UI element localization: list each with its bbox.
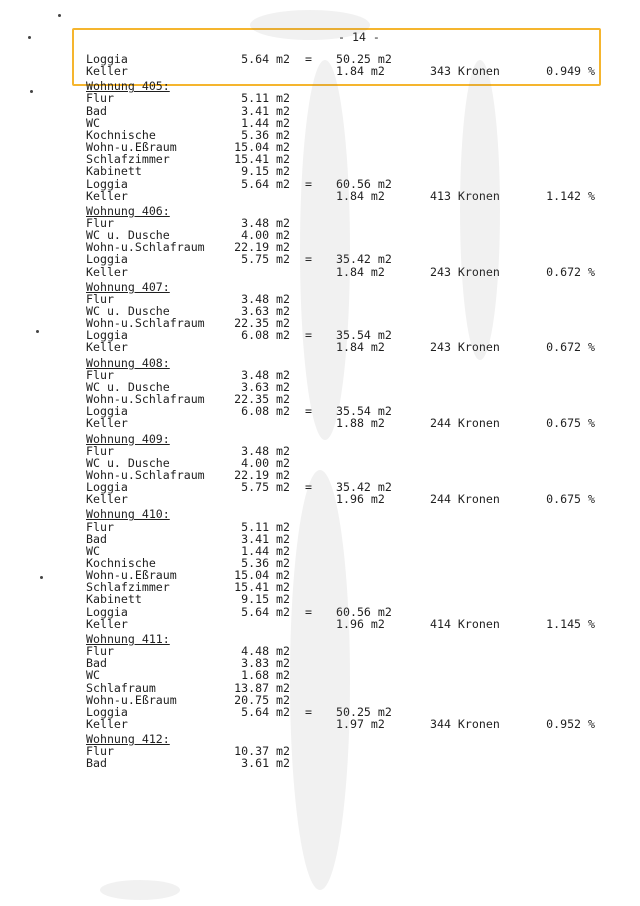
- share-kronen: 413 Kronen: [430, 188, 500, 203]
- room-name: Loggia: [86, 176, 128, 191]
- share-percent: 0.949 %: [546, 64, 595, 79]
- room-name: WC: [86, 668, 100, 683]
- total-area: 1.97 m2: [336, 716, 385, 731]
- scan-noise: [300, 60, 350, 440]
- room-name: WC: [86, 115, 100, 130]
- room-area: 1.68 m2: [241, 668, 290, 683]
- scan-speck: [58, 14, 61, 17]
- room-name: Loggia: [86, 480, 128, 495]
- scan-noise: [290, 470, 350, 890]
- apartment-heading: Wohnung 405:: [86, 79, 170, 94]
- equals-sign: =: [305, 176, 312, 191]
- room-name: Flur: [86, 744, 114, 759]
- share-kronen: 344 Kronen: [430, 716, 500, 731]
- total-area: 60.56 m2: [336, 604, 392, 619]
- page-number: - 14 -: [338, 30, 380, 44]
- room-name: Keller: [86, 716, 128, 731]
- room-area: 3.48 m2: [241, 443, 290, 458]
- share-kronen: 244 Kronen: [430, 492, 500, 507]
- room-name: Bad: [86, 531, 107, 546]
- total-area: 1.84 m2: [336, 188, 385, 203]
- room-name: WC u. Dusche: [86, 228, 170, 243]
- room-area: 3.63 m2: [241, 304, 290, 318]
- room-name: Bad: [86, 756, 107, 771]
- total-area: 1.84 m2: [336, 64, 385, 79]
- total-area: 1.88 m2: [336, 416, 385, 431]
- room-name: Loggia: [86, 52, 128, 66]
- room-name: WC: [86, 543, 100, 558]
- room-area: 15.41 m2: [234, 580, 290, 595]
- share-percent: 0.672 %: [546, 340, 595, 355]
- equals-sign: =: [305, 480, 312, 495]
- room-name: WC u. Dusche: [86, 304, 170, 318]
- room-name: Flur: [86, 519, 114, 534]
- room-name: Keller: [86, 264, 128, 279]
- room-area: 5.64 m2: [241, 604, 290, 619]
- room-name: Wohn-u.Schlafraum: [86, 392, 205, 407]
- total-area: 35.54 m2: [336, 404, 392, 419]
- room-area: 5.36 m2: [241, 127, 290, 142]
- room-name: Flur: [86, 291, 114, 306]
- scan-noise: [250, 10, 370, 40]
- room-name: Wohn-u.Schlafraum: [86, 316, 205, 331]
- room-area: 4.00 m2: [241, 228, 290, 243]
- room-area: 3.41 m2: [241, 103, 290, 118]
- share-percent: 1.142 %: [546, 188, 595, 203]
- room-area: 4.48 m2: [241, 644, 290, 659]
- apartment-heading: Wohnung 408:: [86, 355, 170, 370]
- room-area: 15.04 m2: [234, 568, 290, 583]
- room-name: Loggia: [86, 704, 128, 719]
- room-area: 5.75 m2: [241, 252, 290, 267]
- room-area: 5.36 m2: [241, 556, 290, 570]
- room-area: 5.64 m2: [241, 704, 290, 719]
- total-area: 50.25 m2: [336, 704, 392, 719]
- room-area: 5.11 m2: [241, 91, 290, 106]
- room-name: WC u. Dusche: [86, 455, 170, 470]
- scan-speck: [40, 576, 43, 579]
- room-area: 5.64 m2: [241, 52, 290, 66]
- scan-noise: [460, 60, 500, 360]
- room-area: 3.48 m2: [241, 367, 290, 382]
- room-name: Kochnische: [86, 556, 156, 570]
- room-area: 9.15 m2: [241, 592, 290, 607]
- equals-sign: =: [305, 704, 312, 719]
- equals-sign: =: [305, 404, 312, 419]
- share-kronen: 244 Kronen: [430, 416, 500, 431]
- room-name: Loggia: [86, 328, 128, 343]
- room-area: 1.44 m2: [241, 115, 290, 130]
- total-area: 35.42 m2: [336, 252, 392, 267]
- room-name: Schlafzimmer: [86, 152, 170, 167]
- room-area: 3.61 m2: [241, 756, 290, 771]
- room-name: Wohn-u.Schlafraum: [86, 240, 205, 255]
- room-area: 3.41 m2: [241, 531, 290, 546]
- room-name: Keller: [86, 188, 128, 203]
- room-name: Schlafraum: [86, 680, 156, 695]
- room-area: 5.11 m2: [241, 519, 290, 534]
- scan-speck: [36, 330, 39, 333]
- share-kronen: 243 Kronen: [430, 340, 500, 355]
- room-area: 5.75 m2: [241, 480, 290, 495]
- scan-noise: [100, 880, 180, 900]
- scan-speck: [30, 90, 33, 93]
- room-area: 3.83 m2: [241, 656, 290, 671]
- share-percent: 0.952 %: [546, 716, 595, 731]
- total-area: 50.25 m2: [336, 52, 392, 66]
- room-name: Flur: [86, 644, 114, 659]
- apartment-heading: Wohnung 409:: [86, 431, 170, 446]
- share-kronen: 243 Kronen: [430, 264, 500, 279]
- apartment-heading: Wohnung 410:: [86, 507, 170, 522]
- share-percent: 0.675 %: [546, 416, 595, 431]
- room-area: 3.48 m2: [241, 215, 290, 230]
- room-area: 3.63 m2: [241, 379, 290, 394]
- room-name: Kabinett: [86, 592, 142, 607]
- scan-speck: [28, 36, 31, 39]
- total-area: 1.84 m2: [336, 264, 385, 279]
- room-area: 15.41 m2: [234, 152, 290, 167]
- room-area: 15.04 m2: [234, 140, 290, 155]
- total-area: 35.54 m2: [336, 328, 392, 343]
- room-area: 22.19 m2: [234, 240, 290, 255]
- apartment-heading: Wohnung 406:: [86, 203, 170, 218]
- room-name: Wohn-u.Schlafraum: [86, 467, 205, 482]
- share-kronen: 414 Kronen: [430, 616, 500, 631]
- apartment-heading: Wohnung 412:: [86, 732, 170, 747]
- room-area: 10.37 m2: [234, 744, 290, 759]
- room-area: 6.08 m2: [241, 328, 290, 343]
- room-name: Kabinett: [86, 164, 142, 179]
- room-area: 22.19 m2: [234, 467, 290, 482]
- room-area: 13.87 m2: [234, 680, 290, 695]
- room-area: 22.35 m2: [234, 392, 290, 407]
- room-name: Flur: [86, 215, 114, 230]
- room-name: Keller: [86, 416, 128, 431]
- room-name: Bad: [86, 656, 107, 671]
- room-area: 6.08 m2: [241, 404, 290, 419]
- room-name: Schlafzimmer: [86, 580, 170, 595]
- share-percent: 1.145 %: [546, 616, 595, 631]
- apartment-heading: Wohnung 407:: [86, 279, 170, 294]
- room-name: Kochnische: [86, 127, 156, 142]
- room-name: Keller: [86, 64, 128, 79]
- equals-sign: =: [305, 328, 312, 343]
- room-area: 22.35 m2: [234, 316, 290, 331]
- room-name: Keller: [86, 616, 128, 631]
- room-name: Flur: [86, 91, 114, 106]
- total-area: 1.84 m2: [336, 340, 385, 355]
- total-area: 60.56 m2: [336, 176, 392, 191]
- apartment-heading: Wohnung 411:: [86, 631, 170, 646]
- room-area: 4.00 m2: [241, 455, 290, 470]
- total-area: 1.96 m2: [336, 616, 385, 631]
- room-name: Loggia: [86, 604, 128, 619]
- share-kronen: 343 Kronen: [430, 64, 500, 79]
- room-area: 3.48 m2: [241, 291, 290, 306]
- equals-sign: =: [305, 52, 312, 66]
- room-name: Wohn-u.Eßraum: [86, 568, 177, 583]
- equals-sign: =: [305, 252, 312, 267]
- room-area: 20.75 m2: [234, 692, 290, 707]
- share-percent: 0.672 %: [546, 264, 595, 279]
- room-area: 9.15 m2: [241, 164, 290, 179]
- room-area: 1.44 m2: [241, 543, 290, 558]
- equals-sign: =: [305, 604, 312, 619]
- room-name: Wohn-u.Eßraum: [86, 692, 177, 707]
- room-area: 5.64 m2: [241, 176, 290, 191]
- room-name: Keller: [86, 340, 128, 355]
- room-name: Loggia: [86, 252, 128, 267]
- share-percent: 0.675 %: [546, 492, 595, 507]
- room-name: Keller: [86, 492, 128, 507]
- room-name: Flur: [86, 367, 114, 382]
- room-name: Flur: [86, 443, 114, 458]
- total-area: 1.96 m2: [336, 492, 385, 507]
- total-area: 35.42 m2: [336, 480, 392, 495]
- room-name: Bad: [86, 103, 107, 118]
- room-name: Wohn-u.Eßraum: [86, 140, 177, 155]
- room-name: Loggia: [86, 404, 128, 419]
- room-name: WC u. Dusche: [86, 379, 170, 394]
